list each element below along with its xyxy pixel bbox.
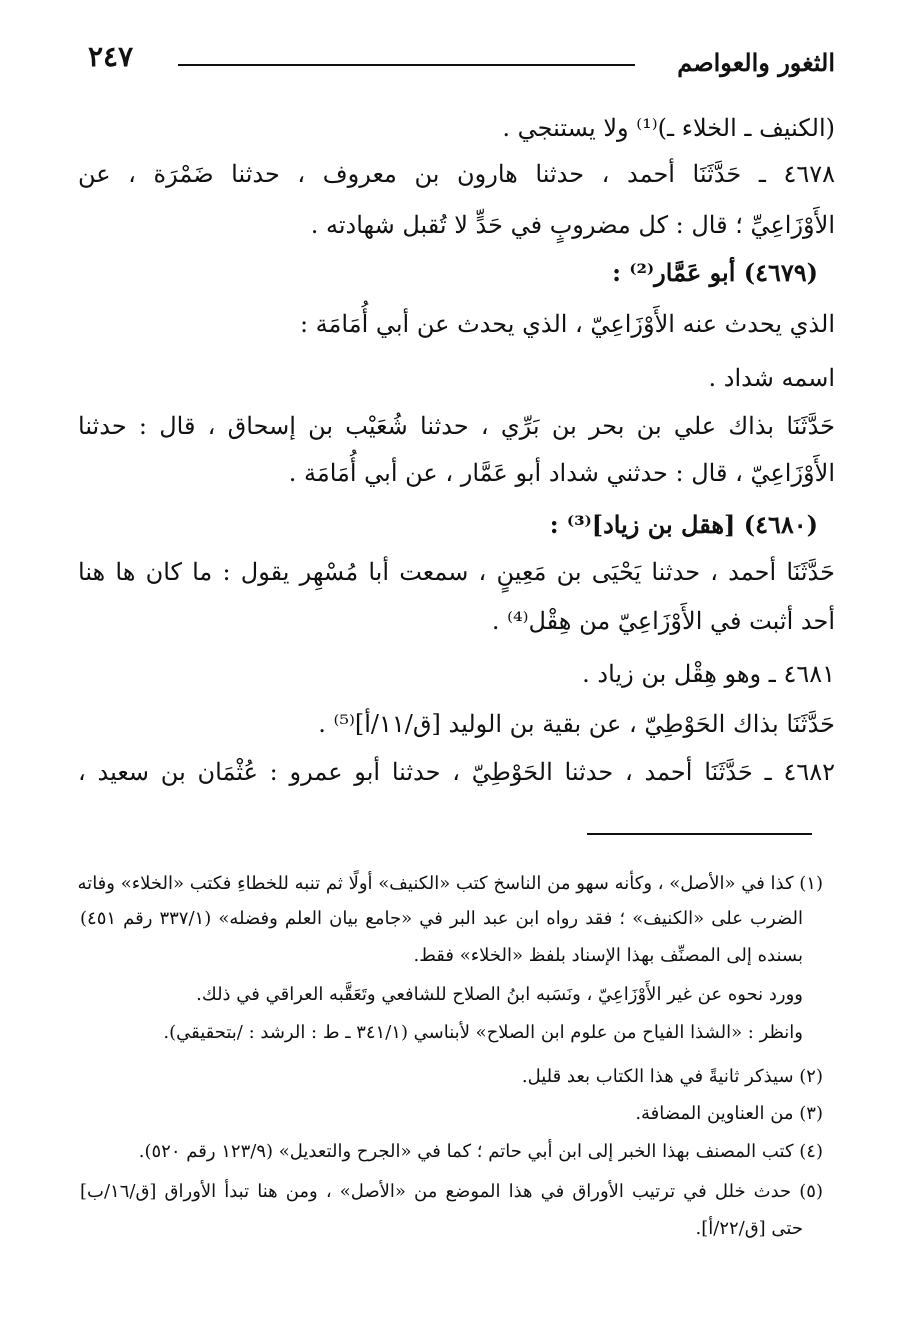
body-line-2: ٤٦٧٨ ـ حَدَّثَنَا أحمد ، حدثنا هارون بن معروف ، حدثنا ضَمْرَة ، عن: [78, 160, 835, 188]
footnote-5-line-2: حتى [ق/٢٢/أ].: [695, 1218, 803, 1239]
running-title: الثغور والعواصم: [677, 48, 835, 77]
body-line-12: ٤٦٨١ ـ وهو هِقْل بن زياد .: [582, 660, 835, 688]
page-header: [88, 38, 835, 78]
body-line-7: حَدَّثَنَا بذاك علي بن بحر بن بَرِّي ، حدثنا شُعَيْب بن إسحاق ، قال : حدثنا: [78, 412, 835, 440]
body-line-8: الأَوْزَاعِيّ ، قال : حدثني شداد أبو عَمَّار ، عن أبي أُمَامَة .: [288, 459, 835, 487]
body-line-10: حَدَّثَنَا أحمد ، حدثنا يَحْيَى بن مَعِينٍ ، سمعت أبا مُسْهِر يقول : ما كان ها هنا: [78, 558, 835, 586]
footnote-separator: [587, 833, 812, 835]
body-line-13: حَدَّثَنَا بذاك الحَوْطِيّ ، عن بقية بن الوليد [ق/١١/أ]⁽⁵⁾ .: [318, 710, 835, 738]
footnote-3: (٣) من العناوين المضافة.: [635, 1103, 823, 1124]
header-rule: [178, 64, 635, 66]
footnote-1-line-5: وانظر : «الشذا الفياح من علوم ابن الصلاح» لأبناسي (٣٤١/١ ـ ط : الرشد : /بتحقيقي).: [163, 1022, 803, 1043]
body-line-14: ٤٦٨٢ ـ حَدَّثَنَا أحمد ، حدثنا الحَوْطِيّ ، حدثنا أبو عمرو : عُثْمَان بن سعيد ،: [78, 758, 835, 786]
footnote-4: (٤) كتب المصنف بهذا الخبر إلى ابن أبي حاتم ؛ كما في «الجرح والتعديل» (١٢٣/٩ رقم ٥٢٠).: [138, 1141, 823, 1162]
page-number: ٢٤٧: [88, 40, 134, 73]
body-line-1: (الكنيف ـ الخلاء ـ)⁽¹⁾ ولا يستنجي .: [502, 114, 835, 142]
footnote-1-line-1: (١) كذا في «الأصل» ، وكأنه سهو من الناسخ كتب «الكنيف» أولًا ثم تنبه للخطاءِ فكتب «الخلاء» وفاته: [77, 873, 823, 894]
entry-heading-4679: (٤٦٧٩) أبو عَمَّار⁽²⁾ :: [612, 258, 818, 287]
entry-heading-4680: (٤٦٨٠) [هقل بن زياد]⁽³⁾ :: [549, 510, 818, 539]
footnote-1-line-2: الضرب على «الكنيف» ؛ فقد رواه ابن عبد البر في «جامع بيان العلم وفضله» (٣٣٧/١ رقم ٤٥١): [80, 908, 803, 929]
body-line-3: الأَوْزَاعِيِّ ؛ قال : كل مضروبٍ في حَدٍّ لا تُقبل شهادته .: [310, 211, 835, 239]
footnote-1-line-4: وورد نحوه عن غير الأَوْزَاعِيّ ، ونَسَبه ابنُ الصلاح للشافعي وتَعَقَّبه العراقي في ذلك.: [196, 984, 803, 1005]
footnote-5-line-1: (٥) حدث خلل في ترتيب الأوراق في هذا الموضع من «الأصل» ، ومن هنا تبدأ الأوراق [ق/١٦/ب]: [80, 1181, 823, 1202]
body-line-6: اسمه شداد .: [708, 364, 835, 392]
body-line-11: أحد أثبت في الأَوْزَاعِيّ من هِقْل⁽⁴⁾ .: [491, 607, 835, 635]
footnote-1-line-3: بسنده إلى المصنِّف بهذا الإسناد بلفظ «الخلاء» فقط.: [413, 945, 803, 966]
footnote-2: (٢) سيذكر ثانيةً في هذا الكتاب بعد قليل.: [521, 1066, 823, 1087]
body-line-5: الذي يحدث عنه الأَوْزَاعِيّ ، الذي يحدث عن أبي أُمَامَة :: [299, 310, 835, 338]
